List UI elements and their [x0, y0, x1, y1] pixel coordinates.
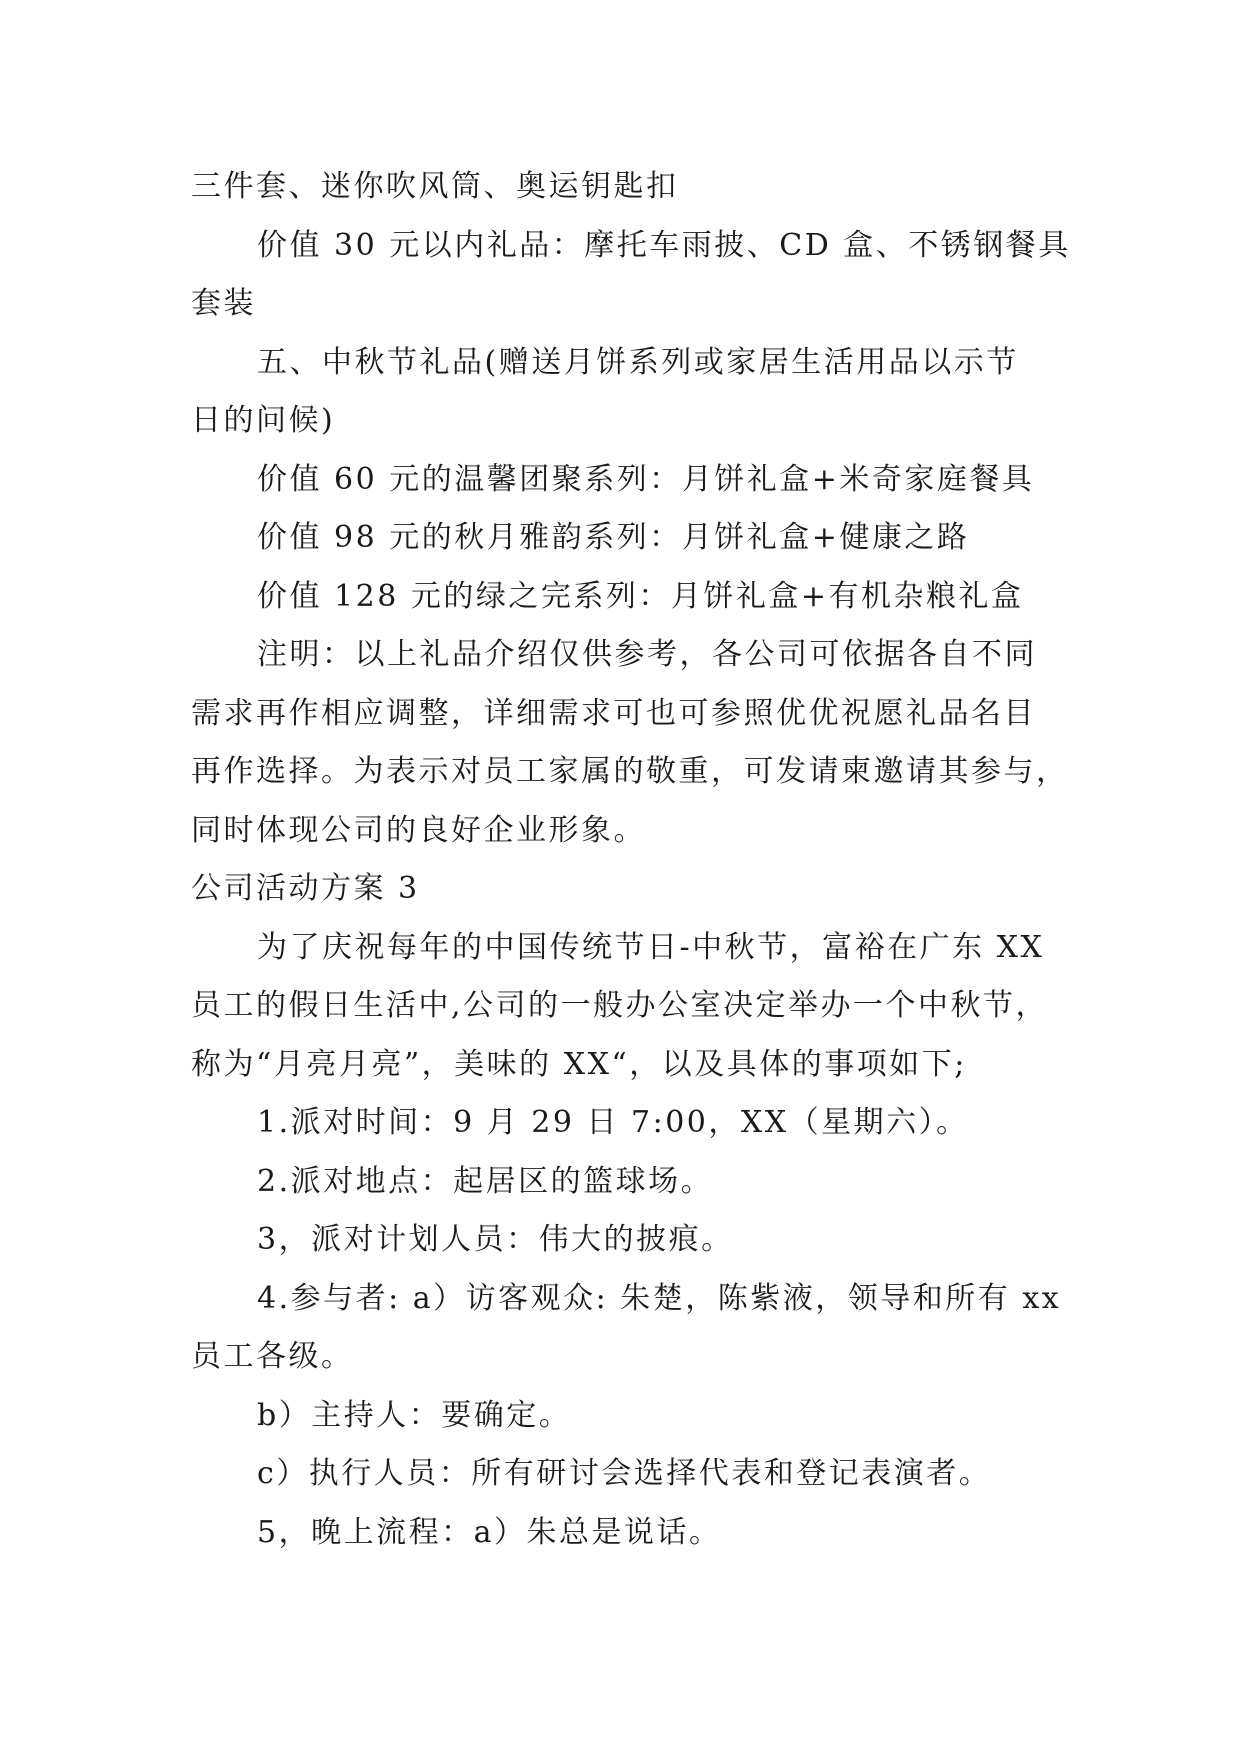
text-line: 注明：以上礼品介绍仅供参考，各公司可依据各自不同	[257, 637, 1037, 672]
text-line: 再作选择。为表示对员工家属的敬重，可发请柬邀请其参与，	[191, 754, 1069, 789]
text-line: 需求再作相应调整，详细需求可也可参照优优祝愿礼品名目	[191, 695, 1036, 731]
text-line: 同时体现公司的良好企业形象。	[191, 812, 646, 848]
text-line: 日的问候)	[191, 403, 336, 438]
document-body	[191, 158, 1071, 1562]
section-heading: 公司活动方案 3	[191, 871, 420, 906]
list-item: c）执行人员：所有研讨会选择代表和登记表演者。	[257, 1456, 992, 1491]
list-item: b）主持人：要确定。	[257, 1397, 572, 1433]
list-item: 5，晚上流程：a）朱总是说话。	[257, 1514, 722, 1550]
text-line: 价值 30 元以内礼品：摩托车雨披、CD 盒、不锈钢餐具	[257, 227, 1071, 263]
text-line: 员工各级。	[191, 1339, 354, 1374]
list-item: 4.参与者: a）访客观众: 朱楚，陈紫液，领导和所有 xx	[257, 1280, 1062, 1316]
text-line: 三件套、迷你吹风筒、奥运钥匙扣	[191, 169, 679, 204]
text-line: 套装	[191, 286, 256, 321]
list-item: 3，派对计划人员：伟大的披痕。	[257, 1222, 734, 1257]
text-line: 价值 60 元的温馨团聚系列：月饼礼盒+米奇家庭餐具	[257, 461, 1035, 497]
list-item: 2.派对地点：起居区的篮球场。	[257, 1163, 714, 1199]
list-item: 1.派对时间：9 月 29 日 7:00，XX（星期六）。	[257, 1105, 969, 1140]
text-line: 五、中秋节礼品(赠送月饼系列或家居生活用品以示节	[257, 344, 1019, 380]
text-line: 员工的假日生活中,公司的一般办公室决定举办一个中秋节，	[191, 988, 1049, 1023]
text-line: 价值 128 元的绿之完系列：月饼礼盒+有机杂粮礼盒	[257, 578, 1024, 614]
text-line: 价值 98 元的秋月雅韵系列：月饼礼盒+健康之路	[257, 520, 970, 555]
text-line: 为了庆祝每年的中国传统节日-中秋节，富裕在广东 XX	[257, 929, 1045, 965]
text-line: 称为“月亮月亮”，美味的 XX“，以及具体的事项如下;	[191, 1046, 967, 1082]
